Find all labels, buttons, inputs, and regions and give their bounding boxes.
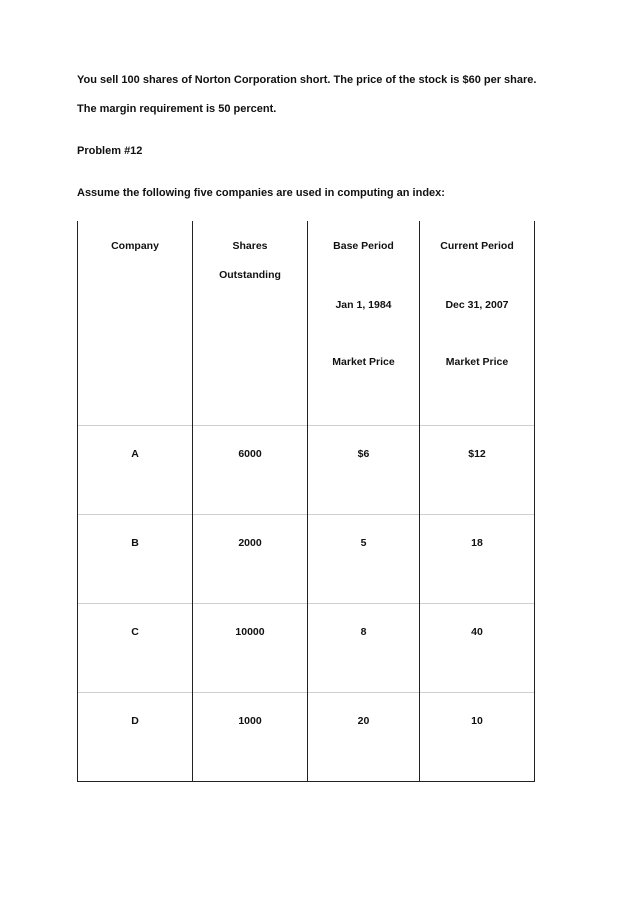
table-row xyxy=(78,693,535,782)
header-company-label: Company xyxy=(111,240,159,252)
header-current-date-label: Dec 31, 2007 xyxy=(445,299,509,311)
problem-text-line-1: You sell 100 shares of Norton Corporation short. The price of the stock is $60 per share. xyxy=(77,74,537,86)
header-current-market-price-label: Market Price xyxy=(445,356,509,368)
cell-company: A xyxy=(131,448,139,460)
header-base-market-price-label: Market Price xyxy=(332,356,395,368)
table-header-row xyxy=(78,221,535,426)
index-companies-table xyxy=(77,221,535,782)
problem-text-line-2: The margin requirement is 50 percent. xyxy=(77,103,277,115)
header-current-period-label: Current Period xyxy=(440,240,514,252)
cell-base-price: 20 xyxy=(357,715,370,727)
cell-shares: 2000 xyxy=(238,537,262,549)
cell-shares: 10000 xyxy=(235,626,265,638)
cell-base-price: 5 xyxy=(360,537,367,549)
cell-current-price: 40 xyxy=(471,626,483,638)
table-row xyxy=(78,604,535,693)
cell-current-price: 10 xyxy=(471,715,483,727)
table-row xyxy=(78,515,535,604)
header-base-date-label: Jan 1, 1984 xyxy=(335,299,392,311)
header-shares-label: Shares xyxy=(232,240,268,252)
cell-company: C xyxy=(131,626,139,638)
cell-base-price: 8 xyxy=(360,626,367,638)
table-row xyxy=(78,426,535,515)
cell-current-price: $12 xyxy=(468,448,486,460)
header-cell-base-period xyxy=(308,221,420,426)
header-base-period-label: Base Period xyxy=(333,240,394,252)
header-outstanding-label: Outstanding xyxy=(219,269,281,281)
cell-base-price: $6 xyxy=(357,448,370,460)
header-cell-company xyxy=(78,221,193,426)
header-cell-shares xyxy=(193,221,308,426)
cell-shares: 6000 xyxy=(238,448,262,460)
cell-shares: 1000 xyxy=(238,715,262,727)
header-cell-current-period xyxy=(420,221,535,426)
cell-current-price: 18 xyxy=(471,537,483,549)
problem-intro-text: Assume the following five companies are used in computing an index: xyxy=(77,187,445,199)
cell-company: B xyxy=(131,537,139,549)
problem-heading: Problem #12 xyxy=(77,145,143,157)
cell-company: D xyxy=(131,715,139,727)
